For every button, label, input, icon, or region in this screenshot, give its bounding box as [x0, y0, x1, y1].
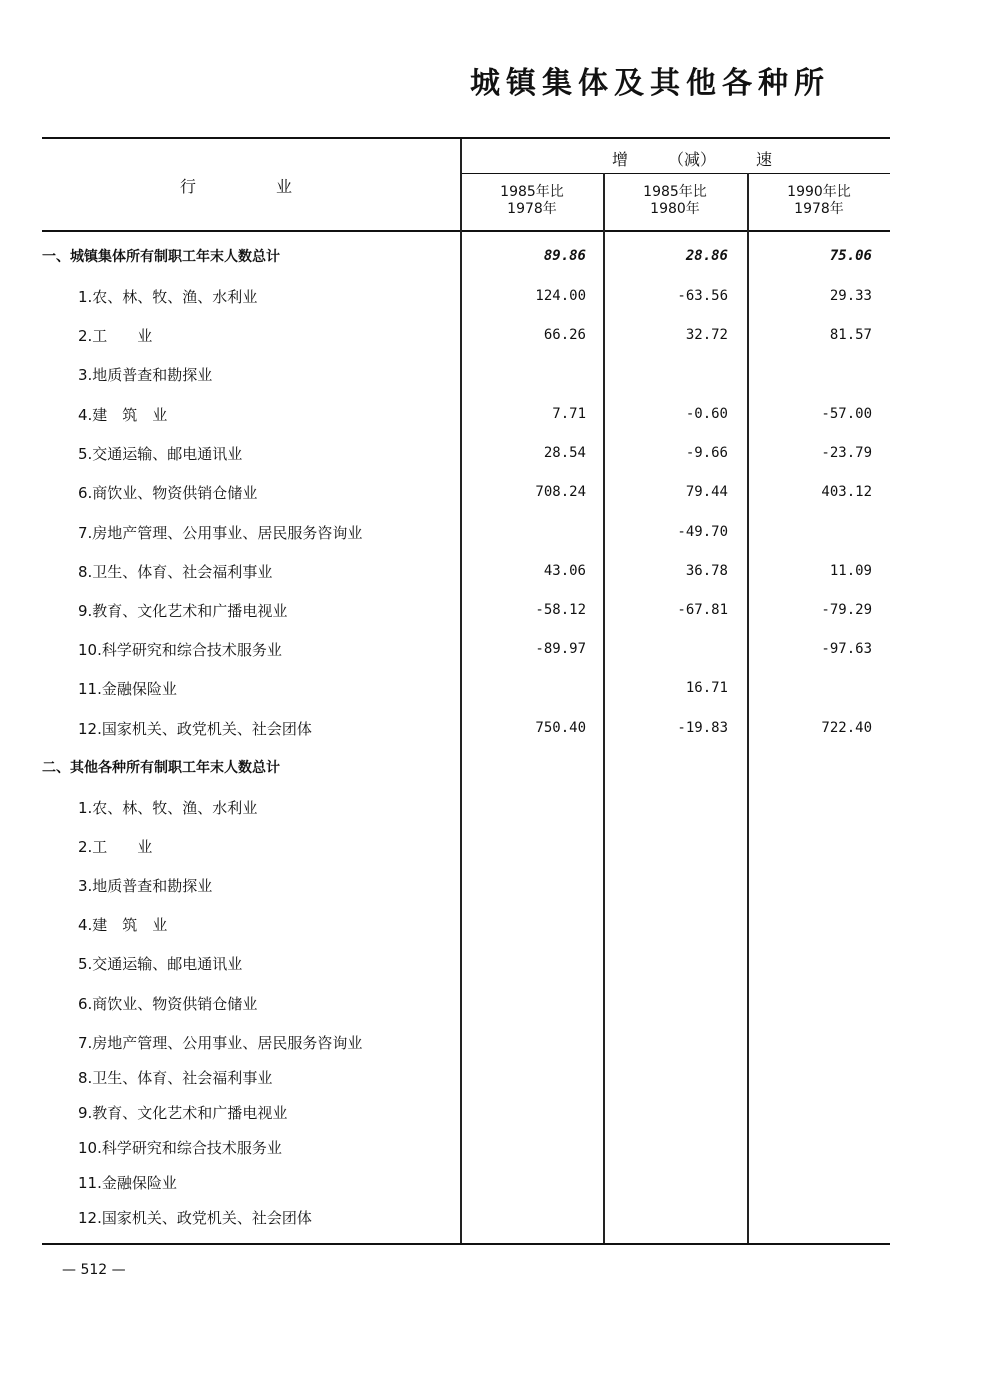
cell-value: 708.24 — [535, 484, 586, 500]
bottom-rule — [42, 1243, 890, 1245]
cell-value: 124.00 — [535, 288, 586, 304]
row-label: 12.国家机关、政党机关、社会团体 — [78, 1209, 312, 1227]
cell-value: 43.06 — [543, 563, 586, 579]
table-row — [0, 875, 1000, 899]
row-label: 7.房地产管理、公用事业、居民服务咨询业 — [78, 524, 363, 542]
page-title: 城镇集体及其他各种所 — [470, 66, 830, 101]
cell-value: 7.71 — [552, 406, 586, 422]
table-row — [0, 953, 1000, 977]
row-label: 9.教育、文化艺术和广播电视业 — [78, 602, 288, 620]
table-row — [0, 522, 1000, 546]
cell-value: 79.44 — [685, 484, 728, 500]
cell-value: -67.81 — [677, 602, 728, 618]
table-row — [0, 1102, 1000, 1126]
cell-value: -79.29 — [821, 602, 872, 618]
cell-value: 81.57 — [829, 327, 872, 343]
page-number: — 512 — — [62, 1262, 126, 1278]
cell-value: -63.56 — [677, 288, 728, 304]
cell-value: -57.00 — [821, 406, 872, 422]
row-label: 6.商饮业、物资供销仓储业 — [78, 995, 258, 1013]
industry-header: 行 业 — [180, 177, 293, 196]
table-row — [0, 1137, 1000, 1161]
table-row — [0, 364, 1000, 388]
table-row — [0, 404, 1000, 428]
table-row — [0, 600, 1000, 624]
row-label: 3.地质普查和勘探业 — [78, 366, 213, 384]
cell-value: -89.97 — [535, 641, 586, 657]
row-label: 6.商饮业、物资供销仓储业 — [78, 484, 258, 502]
row-label: 1.农、林、牧、渔、水利业 — [78, 288, 258, 306]
table-row — [0, 797, 1000, 821]
row-label: 4.建 筑 业 — [78, 916, 168, 934]
section-row — [0, 246, 1000, 270]
table-row — [0, 1207, 1000, 1231]
table-row — [0, 443, 1000, 467]
cell-value: 750.40 — [535, 720, 586, 736]
cell-value: 36.78 — [685, 563, 728, 579]
row-label: 2.工 业 — [78, 838, 153, 856]
row-label: 8.卫生、体育、社会福利事业 — [78, 1069, 273, 1087]
section-row — [0, 757, 1000, 781]
row-label: 5.交通运输、邮电通讯业 — [78, 955, 243, 973]
row-label: 9.教育、文化艺术和广播电视业 — [78, 1104, 288, 1122]
top-rule — [42, 137, 890, 139]
cell-value: -23.79 — [821, 445, 872, 461]
column-header-1985-vs-1978: 1985年比 1978年 — [500, 184, 564, 217]
cell-value: 16.71 — [685, 680, 728, 696]
row-label: 2.工 业 — [78, 327, 153, 345]
row-label: 8.卫生、体育、社会福利事业 — [78, 563, 273, 581]
table-row — [0, 639, 1000, 663]
row-label: 10.科学研究和综合技术服务业 — [78, 641, 282, 659]
header-bottom-rule — [42, 230, 890, 232]
cell-value: -58.12 — [535, 602, 586, 618]
table-row — [0, 1067, 1000, 1091]
table-row — [0, 678, 1000, 702]
cell-value: 66.26 — [543, 327, 586, 343]
table-row — [0, 993, 1000, 1017]
cell-value: 28.86 — [685, 248, 728, 264]
cell-value: -9.66 — [685, 445, 728, 461]
cell-value: -19.83 — [677, 720, 728, 736]
table-row — [0, 561, 1000, 585]
row-label: 10.科学研究和综合技术服务业 — [78, 1139, 282, 1157]
column-header-1985-vs-1980: 1985年比 1980年 — [643, 184, 707, 217]
table-row — [0, 718, 1000, 742]
cell-value: 28.54 — [543, 445, 586, 461]
table-row — [0, 482, 1000, 506]
table-row — [0, 1172, 1000, 1196]
cell-value: 11.09 — [829, 563, 872, 579]
table-row — [0, 914, 1000, 938]
row-label: 7.房地产管理、公用事业、居民服务咨询业 — [78, 1034, 363, 1052]
cell-value: 75.06 — [829, 248, 872, 264]
cell-value: -0.60 — [685, 406, 728, 422]
row-label: 11.金融保险业 — [78, 680, 177, 698]
cell-value: 32.72 — [685, 327, 728, 343]
row-label: 5.交通运输、邮电通讯业 — [78, 445, 243, 463]
table-row — [0, 286, 1000, 310]
rate-group-header: 增 （减） 速 — [612, 150, 773, 169]
table-row — [0, 325, 1000, 349]
cell-value: 403.12 — [821, 484, 872, 500]
column-header-1990-vs-1978: 1990年比 1978年 — [787, 184, 851, 217]
cell-value: -97.63 — [821, 641, 872, 657]
section-label: 一、城镇集体所有制职工年末人数总计 — [42, 249, 280, 265]
cell-value: 722.40 — [821, 720, 872, 736]
row-label: 4.建 筑 业 — [78, 406, 168, 424]
row-label: 12.国家机关、政党机关、社会团体 — [78, 720, 312, 738]
row-label: 1.农、林、牧、渔、水利业 — [78, 799, 258, 817]
section-label: 二、其他各种所有制职工年末人数总计 — [42, 760, 280, 776]
subheader-rule — [460, 173, 890, 174]
row-label: 3.地质普查和勘探业 — [78, 877, 213, 895]
table-row — [0, 836, 1000, 860]
row-label: 11.金融保险业 — [78, 1174, 177, 1192]
cell-value: -49.70 — [677, 524, 728, 540]
table-row — [0, 1032, 1000, 1056]
cell-value: 89.86 — [543, 248, 586, 264]
cell-value: 29.33 — [829, 288, 872, 304]
